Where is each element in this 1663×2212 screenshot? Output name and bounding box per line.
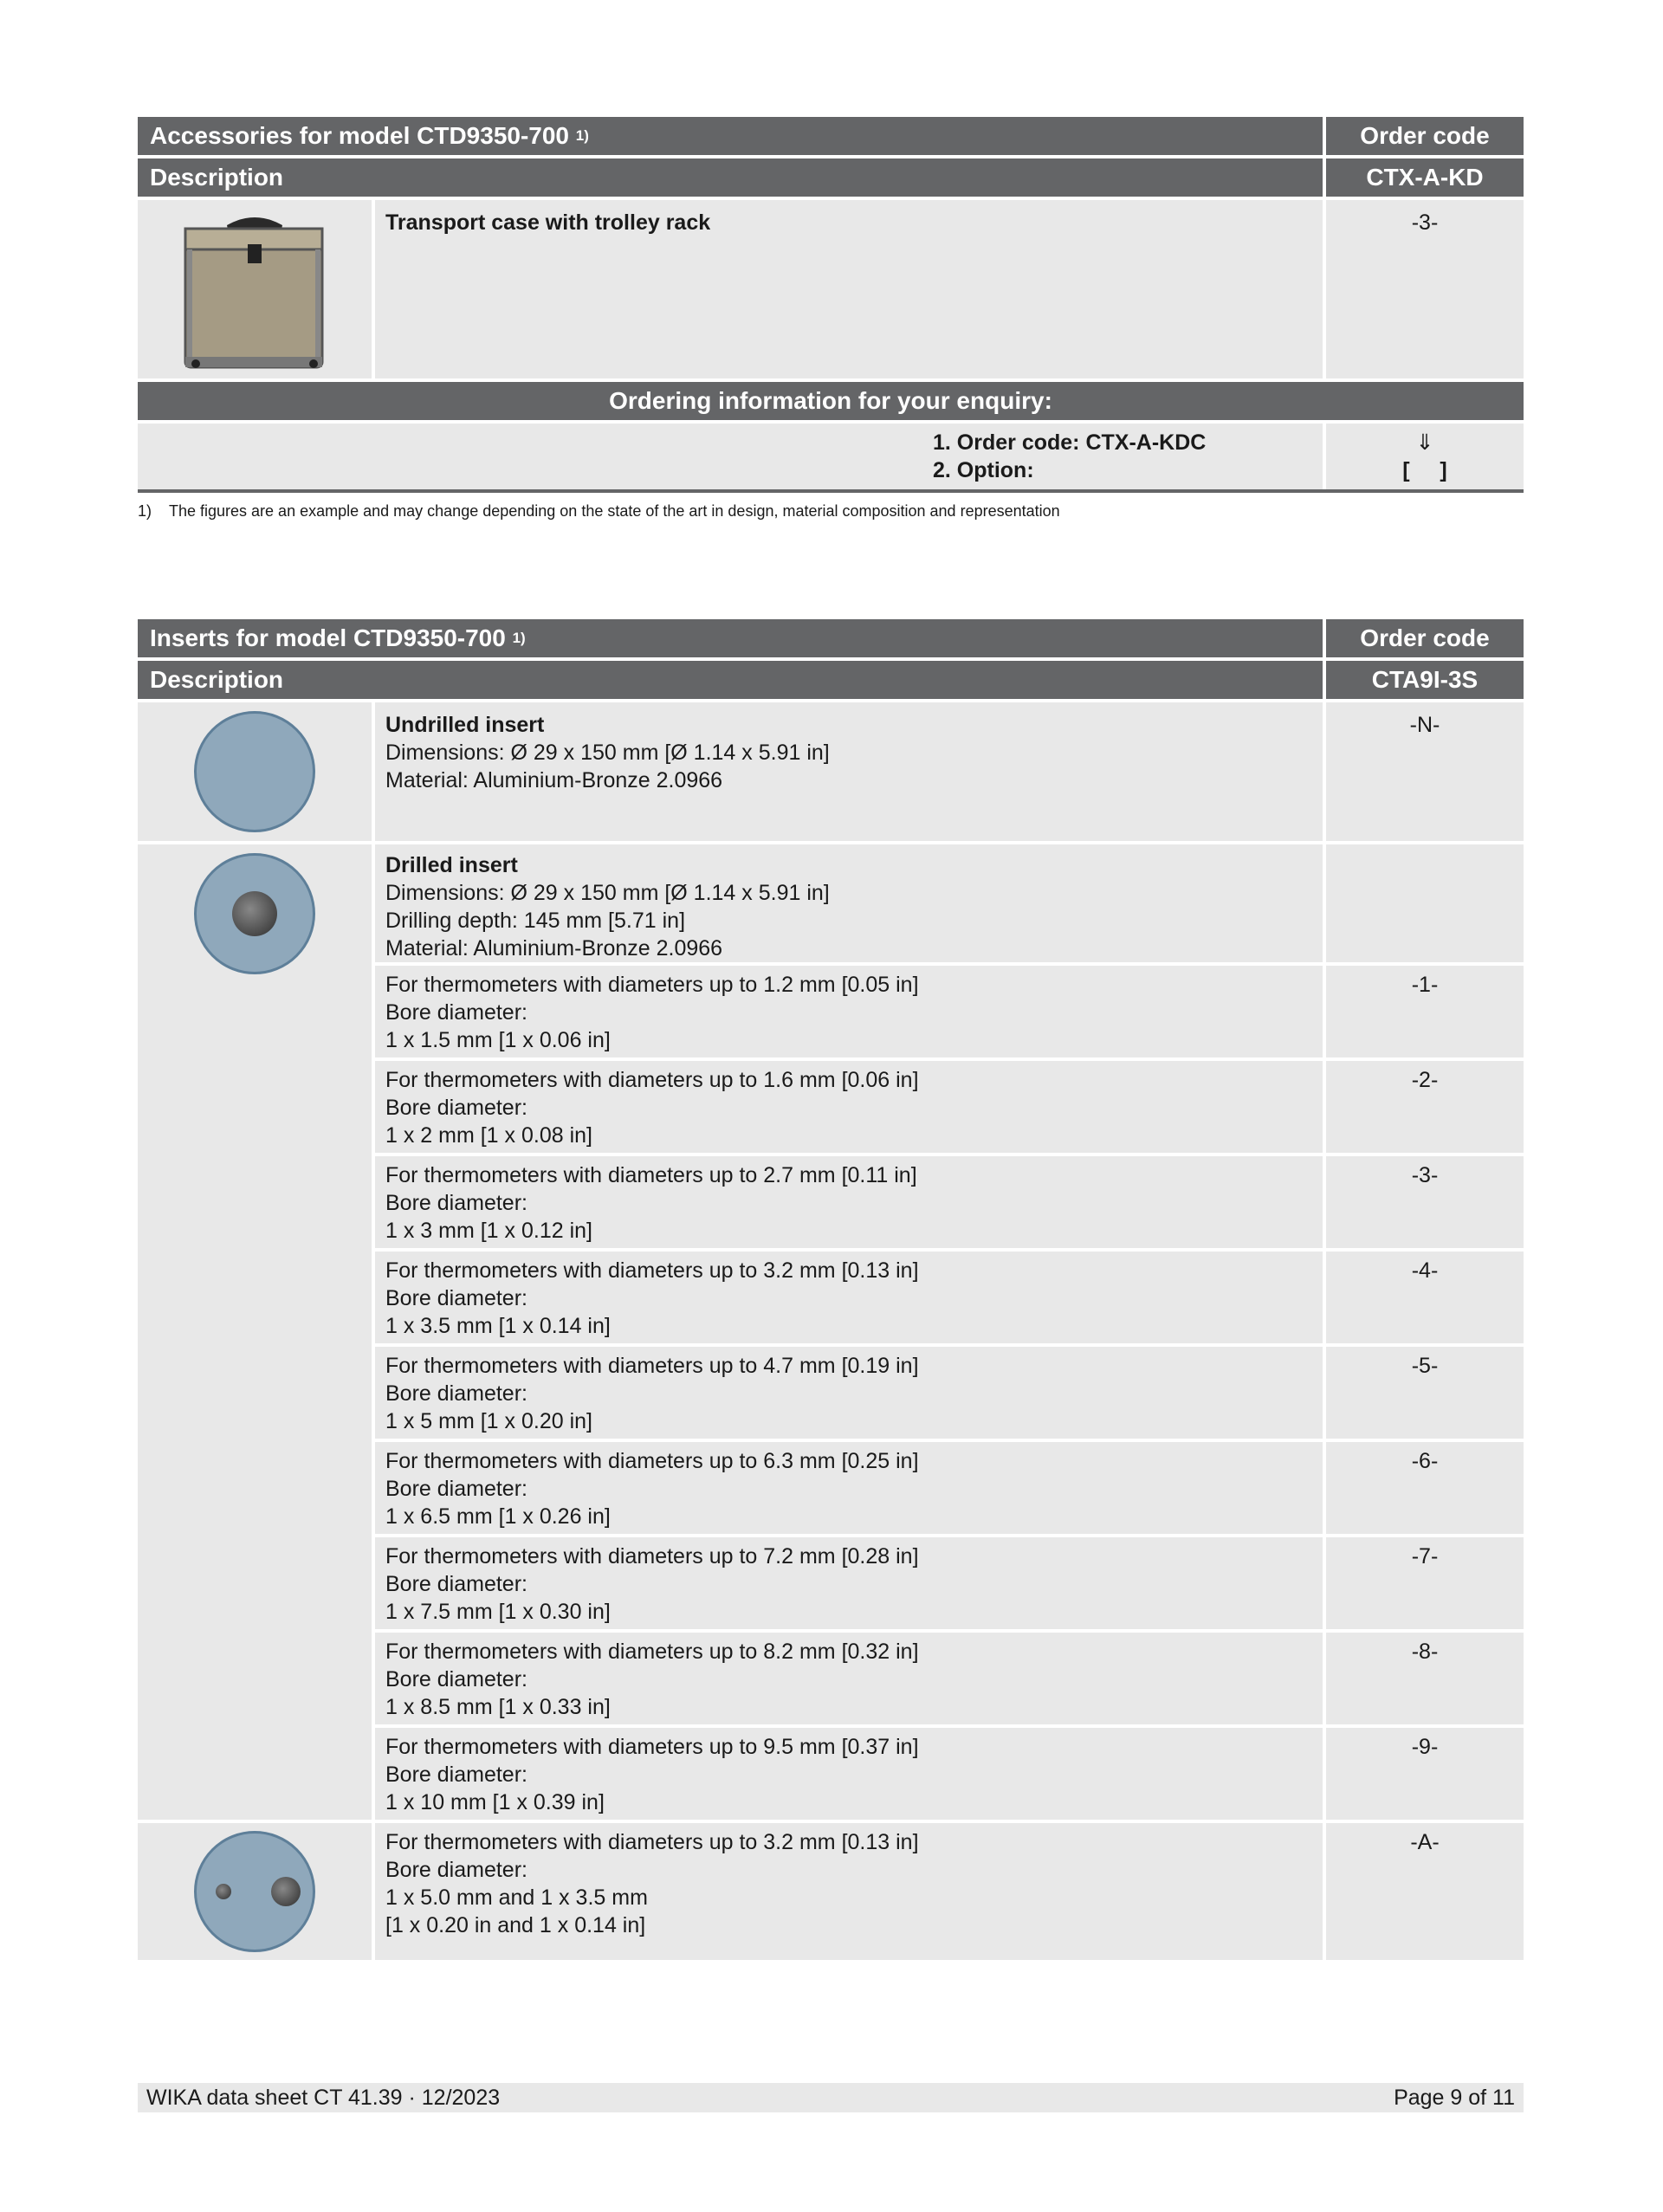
option-code: -1- [1326, 966, 1524, 1057]
table-row [375, 1537, 1524, 1629]
drilled-disc-icon [194, 853, 315, 974]
double-bore-description: For thermometers with diameters up to 3.2 mm [0.13 in] Bore diameter: 1 x 5.0 mm and 1 x 3.5 mm [1 x 0.20 in and 1 x 0.14 in] [375, 1823, 1323, 1960]
option-code: -2- [1326, 1061, 1524, 1153]
footer-datasheet: WIKA data sheet CT 41.39 · 12/2023 [146, 2085, 501, 2110]
option-code: -3- [1326, 1156, 1524, 1248]
bore-hole-small [216, 1884, 231, 1899]
page-footer [138, 2083, 1524, 2112]
table-bottom-rule [138, 489, 1524, 493]
drilled-insert-block [138, 844, 1524, 1820]
drilled-insert-header-row [375, 844, 1524, 962]
table-row [375, 1728, 1524, 1820]
option-description: For thermometers with diameters up to 6.3 mm [0.25 in] Bore diameter: 1 x 6.5 mm [1 x 0.26 in] [375, 1442, 1323, 1534]
description-header: Description [138, 661, 1323, 699]
accessory-code: -3- [1326, 200, 1524, 378]
option-description: For thermometers with diameters up to 4.7 mm [0.19 in] Bore diameter: 1 x 5 mm [1 x 0.20 in] [375, 1347, 1323, 1439]
accessories-description-row [138, 158, 1524, 197]
accessories-title-row [138, 117, 1524, 155]
option-code: -4- [1326, 1252, 1524, 1343]
option-code: -9- [1326, 1728, 1524, 1820]
option-description: For thermometers with diameters up to 8.2 mm [0.32 in] Bore diameter: 1 x 8.5 mm [1 x 0.33 in] [375, 1633, 1323, 1724]
bore-hole-large [271, 1877, 301, 1906]
order-code-header: Order code [1326, 117, 1524, 155]
ordering-row [138, 424, 1524, 489]
order-code-value: CTA9I-3S [1326, 661, 1524, 699]
order-code-value: CTX-A-KD [1326, 158, 1524, 197]
ordering-title-row [138, 382, 1524, 420]
footnote: 1) The figures are an example and may change depending on the state of the art in design, material composition and representation [138, 502, 1060, 520]
order-code-header: Order code [1326, 619, 1524, 657]
option-bracket: [ ] [1402, 458, 1447, 482]
option-code: -5- [1326, 1347, 1524, 1439]
table-row [375, 1252, 1524, 1343]
drilled-insert-description: Drilled insert Dimensions: Ø 29 x 150 mm [Ø 1.14 x 5.91 in] Drilling depth: 145 mm [5.71 in] Material: Aluminium-Bronze 2.0966 [375, 844, 1323, 962]
inserts-title: Inserts for model CTD9350-700 1) [138, 619, 1323, 657]
accessory-row [138, 200, 1524, 378]
undrilled-insert-image [138, 702, 372, 841]
ordering-lines [138, 424, 1323, 489]
table-row [375, 1061, 1524, 1153]
drilled-insert-code-empty [1326, 844, 1524, 962]
down-arrow-icon: ⇓ [1415, 430, 1434, 455]
undrilled-insert-description: Undrilled insert Dimensions: Ø 29 x 150 mm [Ø 1.14 x 5.91 in] Material: Aluminium-Bronze 2.0966 [375, 702, 1323, 841]
option-description: For thermometers with diameters up to 9.5 mm [0.37 in] Bore diameter: 1 x 10 mm [1 x 0.39 in] [375, 1728, 1323, 1820]
inserts-title-row [138, 619, 1524, 657]
option-description: For thermometers with diameters up to 3.2 mm [0.13 in] Bore diameter: 1 x 3.5 mm [1 x 0.14 in] [375, 1252, 1323, 1343]
table-row [375, 966, 1524, 1057]
option-code: -8- [1326, 1633, 1524, 1724]
option-description: For thermometers with diameters up to 1.2 mm [0.05 in] Bore diameter: 1 x 1.5 mm [1 x 0.06 in] [375, 966, 1323, 1057]
ordering-order-code: 1. Order code: CTX-A-KDC [933, 430, 1207, 455]
undrilled-insert-row [138, 702, 1524, 841]
ordering-title: Ordering information for your enquiry: [138, 382, 1524, 420]
drilled-insert-rows [375, 844, 1524, 1820]
table-row [375, 1633, 1524, 1724]
ordering-option: 2. Option: [933, 458, 1034, 482]
undrilled-disc-icon [194, 711, 315, 832]
ordering-code-cell [1326, 424, 1524, 489]
footer-page-number: Page 9 of 11 [1394, 2085, 1515, 2110]
accessory-description: Transport case with trolley rack [375, 200, 1323, 378]
double-bore-disc-icon [194, 1831, 315, 1952]
inserts-table [138, 619, 1524, 1963]
bore-hole [232, 891, 277, 936]
accessories-title: Accessories for model CTD9350-700 1) [138, 117, 1323, 155]
table-row [375, 1347, 1524, 1439]
option-code: -6- [1326, 1442, 1524, 1534]
accessories-table [138, 117, 1524, 493]
table-row [375, 1442, 1524, 1534]
option-description: For thermometers with diameters up to 1.6 mm [0.06 in] Bore diameter: 1 x 2 mm [1 x 0.08 in] [375, 1061, 1323, 1153]
double-bore-insert-image [138, 1823, 372, 1960]
undrilled-insert-code: -N- [1326, 702, 1524, 841]
table-row [375, 1156, 1524, 1248]
transport-case-image [138, 200, 372, 378]
option-description: For thermometers with diameters up to 7.2 mm [0.28 in] Bore diameter: 1 x 7.5 mm [1 x 0.30 in] [375, 1537, 1323, 1629]
double-bore-code: -A- [1326, 1823, 1524, 1960]
description-header: Description [138, 158, 1323, 197]
double-bore-insert-row [138, 1823, 1524, 1960]
transport-case-icon [178, 210, 331, 369]
drilled-insert-image [138, 844, 372, 1820]
option-description: For thermometers with diameters up to 2.7 mm [0.11 in] Bore diameter: 1 x 3 mm [1 x 0.12 in] [375, 1156, 1323, 1248]
option-code: -7- [1326, 1537, 1524, 1629]
inserts-description-row [138, 661, 1524, 699]
